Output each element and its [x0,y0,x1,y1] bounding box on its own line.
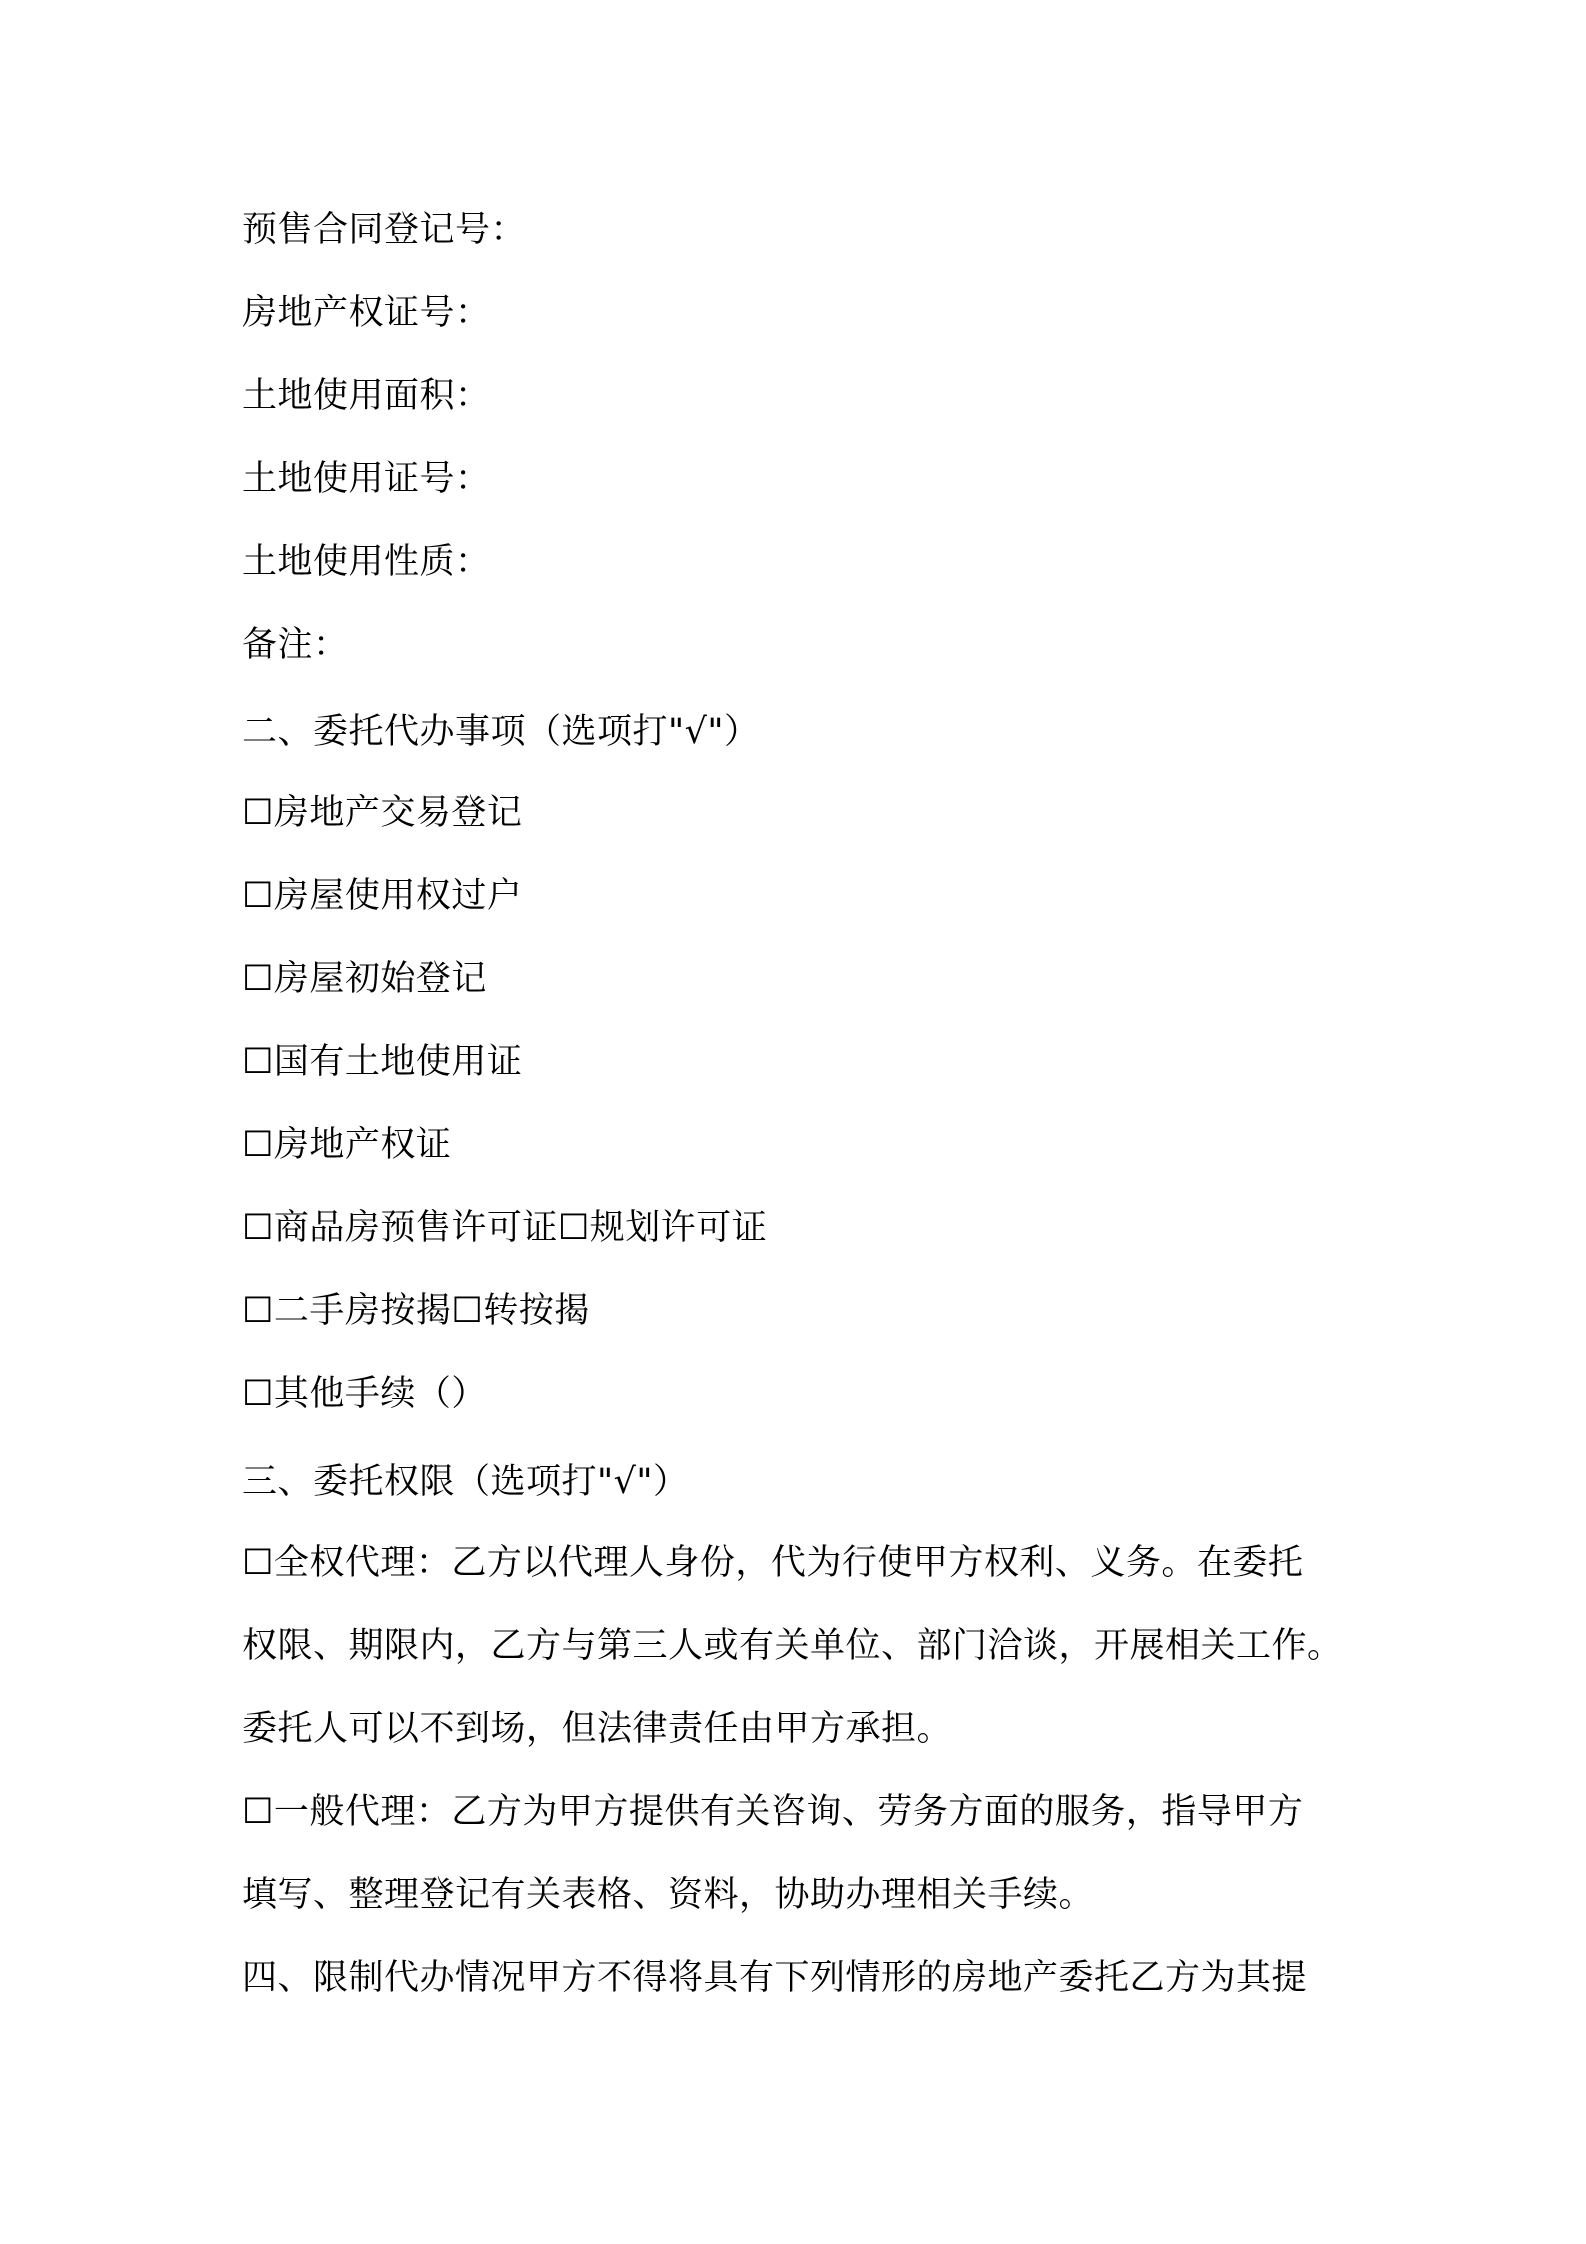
option-real-estate-certificate: ☐房地产权证 [242,1125,452,1165]
general-agency-line-1: ☐一般代理：乙方为甲方提供有关咨询、劳务方面的服务，指导甲方 [242,1792,1304,1832]
general-agency-line-2: 填写、整理登记有关表格、资料，协助办理相关手续。 [242,1875,1095,1915]
field-presale-contract-no: 预售合同登记号： [242,210,527,250]
field-land-use-certificate-no: 土地使用证号： [242,459,491,499]
option-house-use-right-transfer: ☐房屋使用权过户 [242,876,523,916]
option-state-land-use-certificate: ☐国有土地使用证 [242,1042,523,1082]
field-land-use-area: 土地使用面积： [242,376,491,416]
field-property-certificate-no: 房地产权证号： [242,293,491,333]
full-agency-line-3: 委托人可以不到场，但法律责任由甲方承担。 [242,1709,953,1749]
full-agency-line-2: 权限、期限内，乙方与第三人或有关单位、部门洽谈，开展相关工作。 [242,1626,1343,1666]
section-2-heading: 二、委托代办事项（选项打"√"） [242,712,760,752]
option-other-procedures: ☐其他手续（） [242,1374,487,1414]
full-agency-line-1: ☐全权代理：乙方以代理人身份，代为行使甲方权利、义务。在委托 [242,1543,1304,1583]
section-3-heading: 三、委托权限（选项打"√"） [242,1462,689,1502]
field-remarks: 备注： [242,625,349,665]
option-presale-and-planning-permit: ☐商品房预售许可证☐规划许可证 [242,1208,768,1248]
field-land-use-nature: 土地使用性质： [242,542,491,582]
option-real-estate-transaction-registration: ☐房地产交易登记 [242,793,523,833]
section-4-heading: 四、限制代办情况甲方不得将具有下列情形的房地产委托乙方为其提 [242,1958,1308,1998]
option-house-initial-registration: ☐房屋初始登记 [242,959,487,999]
option-mortgage: ☐二手房按揭☐转按揭 [242,1291,590,1331]
